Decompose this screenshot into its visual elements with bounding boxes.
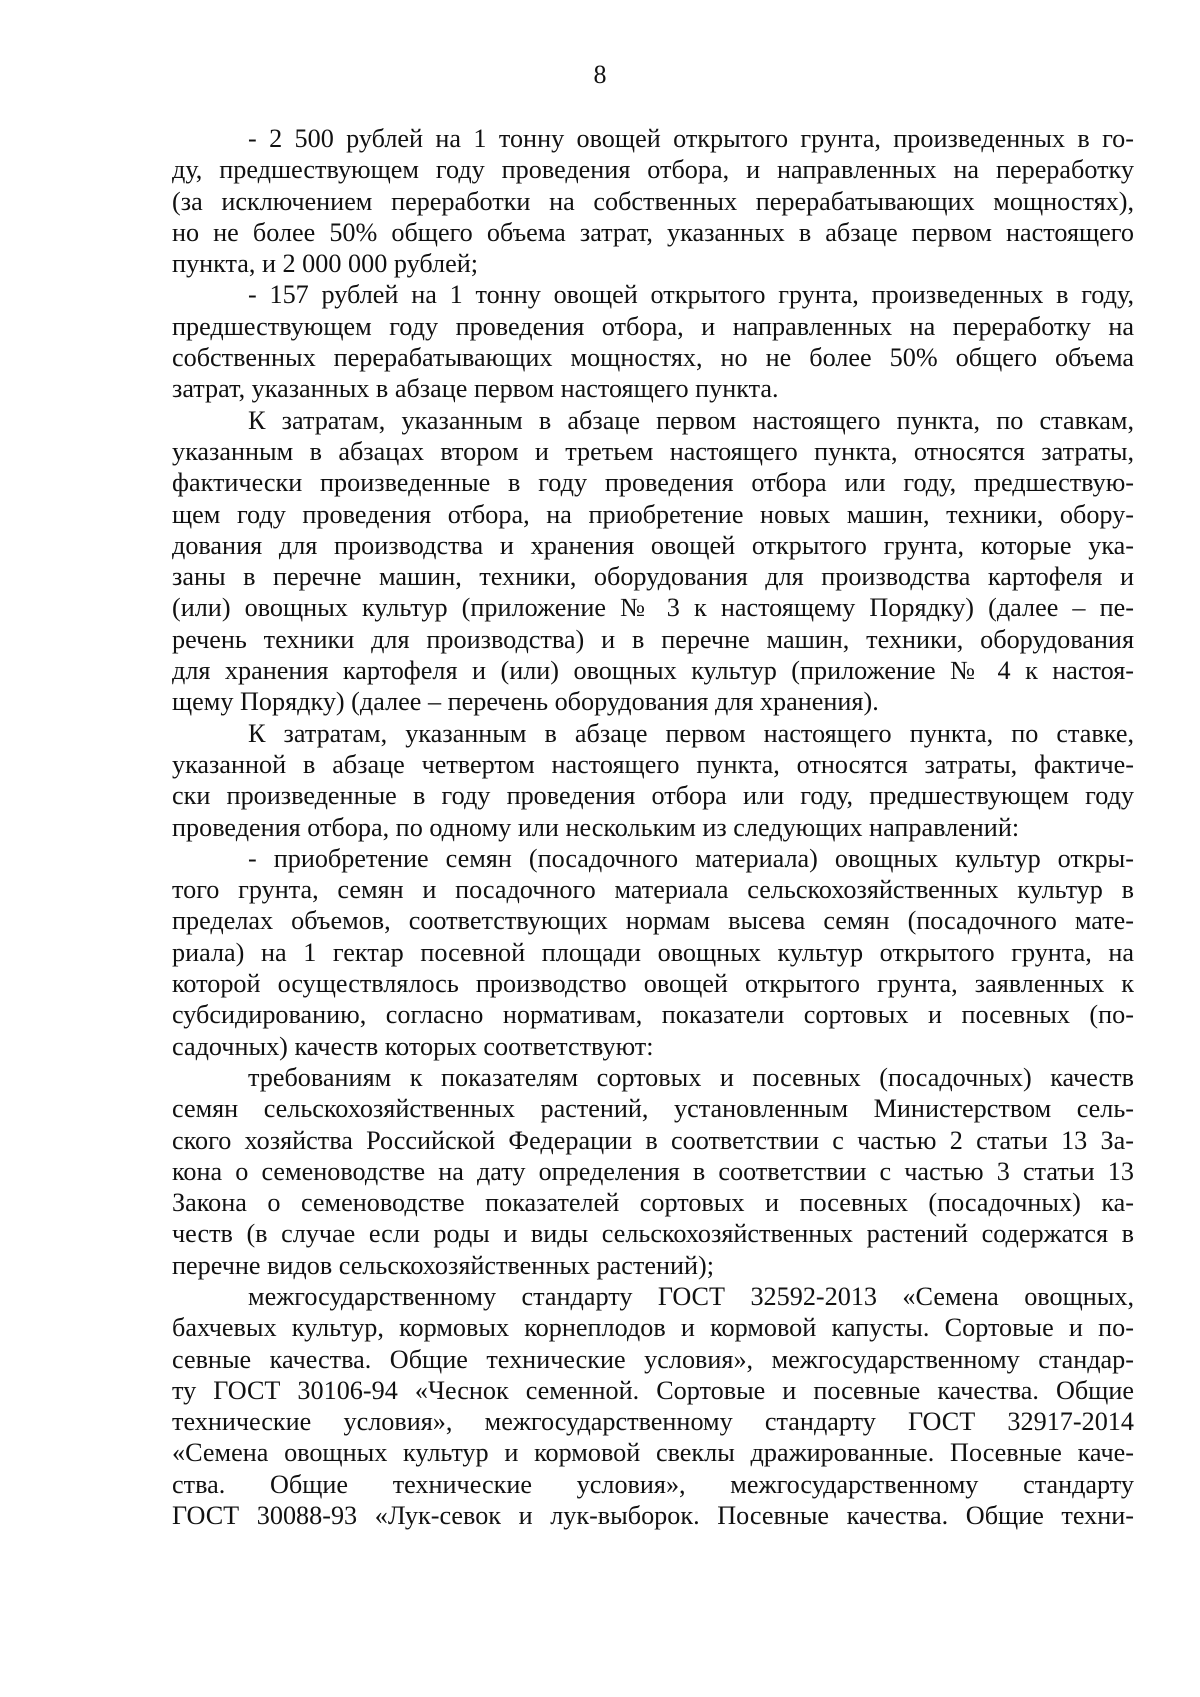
text-line: заны в перечне машин, техники, оборудования для производства картофеля и (172, 562, 1134, 592)
paragraph-rate-processing (172, 123, 1134, 279)
text-line: предшествующем году проведения отбора, и направленных на переработку на (172, 311, 1134, 341)
text-line: указанным в абзацах втором и третьем настоящего пункта, относятся затраты, (172, 436, 1134, 466)
paragraph-costs-equipment (172, 405, 1134, 718)
text-line: К затратам, указанным в абзаце первом настоящего пункта, по ставкам, (248, 405, 1134, 435)
text-line: указанной в абзаце четвертом настоящего пункта, относятся затраты, фактиче- (172, 749, 1134, 779)
text-line: риала) на 1 гектар посевной площади овощных культур открытого грунта, на (172, 937, 1134, 967)
text-line: для хранения картофеля и (или) овощных культур (приложение № 4 к настоя- (172, 656, 1134, 686)
text-line: перечне видов сельскохозяйственных растений); (172, 1250, 715, 1280)
text-line: субсидированию, согласно нормативам, показатели сортовых и посевных (по- (172, 1000, 1134, 1030)
text-line: ГОСТ 30088-93 «Лук-севок и лук-выборок. Посевные качества. Общие техни- (172, 1501, 1134, 1531)
text-line: пункта, и 2 000 000 рублей; (172, 249, 478, 279)
document-body (172, 123, 1134, 1531)
text-line: «Семена овощных культур и кормовой свеклы дражированные. Посевные каче- (172, 1438, 1134, 1468)
paragraph-costs-directions (172, 718, 1134, 843)
text-line: бахчевых культур, кормовых корнеплодов и кормовой капусты. Сортовые и по- (172, 1313, 1134, 1343)
text-line: щему Порядку) (далее – перечень оборудования для хранения). (172, 687, 879, 717)
page-number: 8 (593, 60, 607, 89)
text-line: дования для производства и хранения овощей открытого грунта, которые ука- (172, 530, 1134, 560)
text-line: - приобретение семян (посадочного материала) овощных культур откры- (248, 843, 1134, 873)
text-line: ду, предшествующем году проведения отбора, и направленных на переработку (172, 155, 1134, 185)
text-line: (за исключением переработки на собственных перерабатывающих мощностях), (172, 186, 1134, 216)
paragraph-seeds-purchase (172, 843, 1134, 1062)
text-line: ту ГОСТ 30106-94 «Чеснок семенной. Сортовые и посевные качества. Общие (172, 1375, 1134, 1405)
text-line: - 2 500 рублей на 1 тонну овощей открытого грунта, произведенных в го- (248, 124, 1134, 153)
text-line: - 157 рублей на 1 тонну овощей открытого грунта, произведенных в году, (248, 280, 1134, 310)
text-line: межгосударственному стандарту ГОСТ 32592-2013 «Семена овощных, (248, 1281, 1134, 1311)
text-line: но не более 50% общего объема затрат, указанных в абзаце первом настоящего (172, 217, 1134, 247)
text-line: технические условия», межгосударственному стандарту ГОСТ 32917-2014 (172, 1407, 1134, 1437)
text-line: честв (в случае если роды и виды сельскохозяйственных растений содержатся в (172, 1219, 1134, 1249)
text-line: речень техники для производства) и в перечне машин, техники, оборудования (172, 624, 1134, 654)
text-line: ски произведенные в году проведения отбора или году, предшествующем году (172, 781, 1134, 811)
text-line: собственных перерабатывающих мощностях, но не более 50% общего объема (172, 343, 1134, 373)
text-line: требованиям к показателям сортовых и посевных (посадочных) качеств (248, 1062, 1134, 1092)
text-line: севные качества. Общие технические условия», межгосударственному стандар- (172, 1344, 1134, 1374)
text-line: щем году проведения отбора, на приобретение новых машин, техники, обору- (172, 499, 1134, 529)
text-line: которой осуществлялось производство овощей открытого грунта, заявленных к (172, 969, 1134, 999)
text-line: фактически произведенные в году проведения отбора или году, предшествую- (172, 468, 1134, 498)
text-line: садочных) качеств которых соответствуют: (172, 1031, 654, 1061)
text-line: кона о семеноводстве на дату определения в соответствии с частью 3 статьи 13 (172, 1156, 1134, 1186)
text-line: ского хозяйства Российской Федерации в соответствии с частью 2 статьи 13 За- (172, 1125, 1134, 1155)
text-line: (или) овощных культур (приложение № 3 к настоящему Порядку) (далее – пе- (172, 593, 1134, 623)
paragraph-seed-requirements (172, 1062, 1134, 1281)
paragraph-gost-standards (172, 1281, 1134, 1531)
text-line: пределах объемов, соответствующих нормам высева семян (посадочного мате- (172, 906, 1134, 936)
text-line: затрат, указанных в абзаце первом настоящего пункта. (172, 374, 779, 404)
paragraph-rate-own-processing (172, 279, 1134, 404)
text-line: ства. Общие технические условия», межгосударственному стандарту (172, 1469, 1134, 1499)
text-line: того грунта, семян и посадочного материала сельскохозяйственных культур в (172, 875, 1134, 905)
text-line: семян сельскохозяйственных растений, установленным Министерством сель- (172, 1094, 1134, 1124)
text-line: Закона о семеноводстве показателей сортовых и посевных (посадочных) ка- (172, 1188, 1134, 1218)
text-line: К затратам, указанным в абзаце первом настоящего пункта, по ставке, (248, 718, 1134, 748)
text-line: проведения отбора, по одному или нескольким из следующих направлений: (172, 812, 1020, 842)
